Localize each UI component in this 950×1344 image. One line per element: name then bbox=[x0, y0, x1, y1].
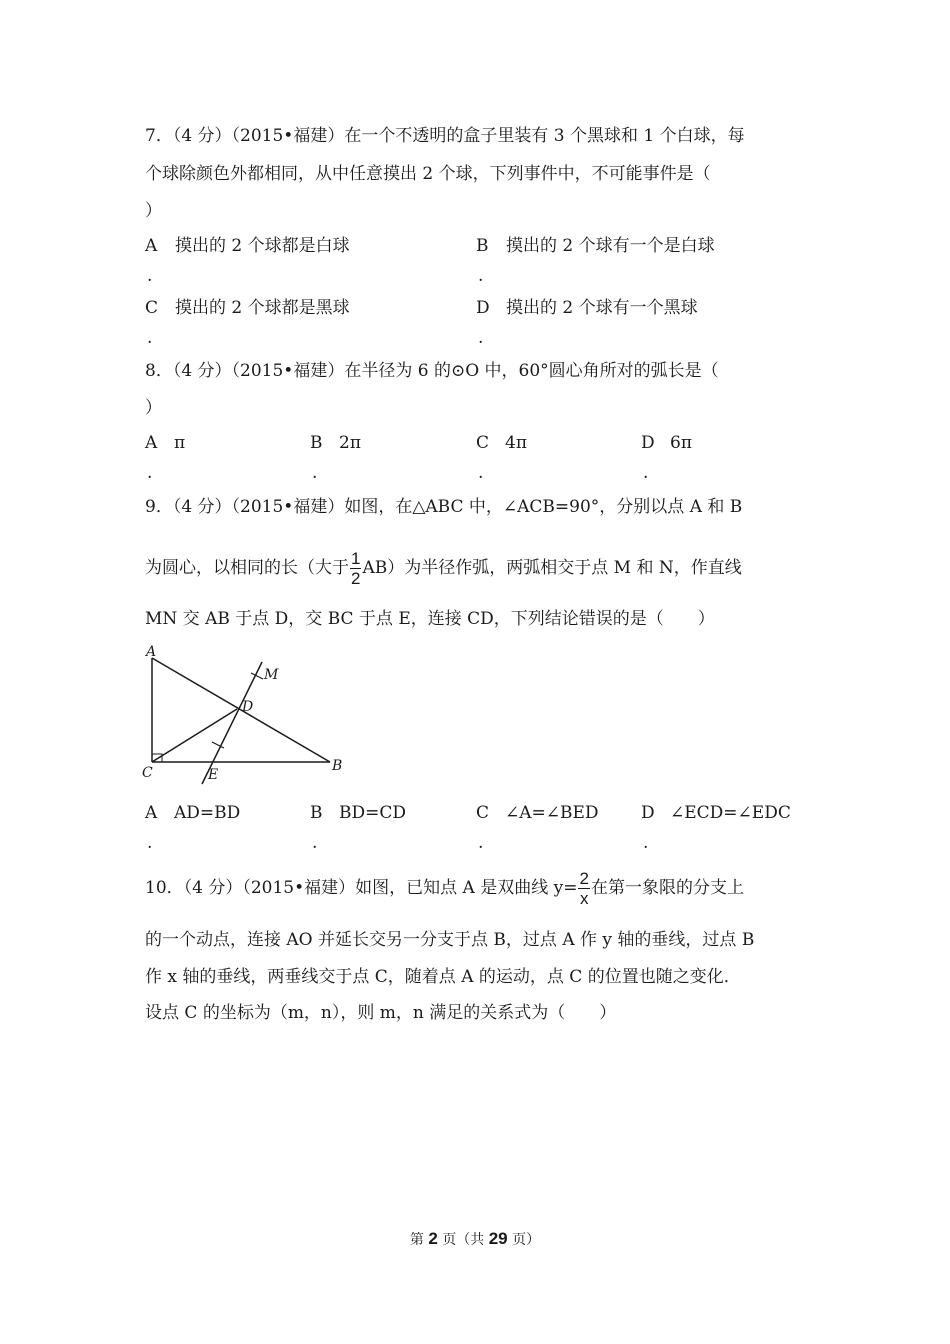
q8-option-d-label: D bbox=[641, 433, 655, 453]
q7-option-b-dot: . bbox=[478, 266, 484, 286]
q7-option-b-text: 摸出的 2 个球有一个是白球 bbox=[506, 236, 715, 256]
q8-option-b-label: B bbox=[310, 433, 323, 453]
q7-option-a-label: A bbox=[145, 236, 158, 256]
q7-option-c-text: 摸出的 2 个球都是黑球 bbox=[175, 298, 350, 318]
q8-line-1: 8．（4 分）（2015•福建）在半径为 6 的⊙O 中，60°圆心角所对的弧长是（ bbox=[145, 361, 719, 381]
q10-fraction bbox=[578, 870, 589, 907]
q10-line-2: 的一个动点，连接 AO 并延长交另一分支于点 B，过点 A 作 y 轴的垂线，过点 B bbox=[145, 930, 755, 950]
q7-option-d-label: D bbox=[476, 298, 490, 318]
q9-fraction-numerator: 1 bbox=[351, 549, 361, 568]
q9-option-b-dot: . bbox=[312, 833, 318, 853]
q10-line-1-post: 在第一象限的分支上 bbox=[590, 878, 744, 898]
q9-option-a-text: AD=BD bbox=[174, 803, 241, 823]
label-b: B bbox=[332, 758, 343, 774]
q9-triangle-figure bbox=[138, 640, 350, 788]
q9-option-c-text: ∠A=∠BED bbox=[505, 803, 599, 823]
q10-fraction-numerator: 2 bbox=[579, 869, 589, 888]
q8-option-b-dot: . bbox=[312, 463, 318, 483]
arc-mark-m bbox=[251, 673, 263, 679]
q8-line-2: ） bbox=[145, 398, 162, 418]
label-e: E bbox=[208, 767, 219, 783]
q10-line-1 bbox=[145, 868, 744, 908]
q9-line-1: 9．（4 分）（2015•福建）如图，在△ABC 中，∠ACB=90°，分别以点 A 和 B bbox=[145, 497, 743, 517]
q7-option-c-dot: . bbox=[147, 328, 153, 348]
q8-option-d-text: 6π bbox=[670, 433, 692, 453]
q8-option-c-label: C bbox=[476, 433, 490, 453]
segment-cd bbox=[152, 709, 237, 762]
footer-post: 页） bbox=[512, 1232, 541, 1248]
q9-option-b-text: BD=CD bbox=[339, 803, 407, 823]
q9-fraction-denominator: 2 bbox=[351, 569, 361, 588]
label-a: A bbox=[146, 644, 157, 660]
q8-option-a-dot: . bbox=[147, 463, 153, 483]
footer-page-number: 2 bbox=[428, 1229, 438, 1248]
footer-total-pages: 29 bbox=[488, 1229, 508, 1248]
q8-option-a-text: π bbox=[174, 433, 186, 453]
q9-option-d-label: D bbox=[641, 803, 655, 823]
q9-line-2 bbox=[145, 548, 742, 588]
q9-option-d-dot: . bbox=[643, 833, 649, 853]
q9-option-a-label: A bbox=[145, 803, 158, 823]
q7-option-b-label: B bbox=[476, 236, 489, 256]
q8-option-a-label: A bbox=[145, 433, 158, 453]
q9-option-b-label: B bbox=[310, 803, 323, 823]
q8-option-c-text: 4π bbox=[505, 433, 527, 453]
label-m: M bbox=[264, 667, 279, 683]
q9-line-2-post: AB）为半径作弧，两弧相交于点 M 和 N，作直线 bbox=[362, 558, 742, 578]
q7-option-c-label: C bbox=[145, 298, 159, 318]
q10-line-3: 作 x 轴的垂线，两垂线交于点 C，随着点 A 的运动，点 C 的位置也随之变化． bbox=[145, 967, 741, 987]
label-c: C bbox=[142, 765, 153, 781]
q9-option-a-dot: . bbox=[147, 833, 153, 853]
q7-option-d-text: 摸出的 2 个球有一个黑球 bbox=[506, 298, 698, 318]
q10-fraction-denominator: x bbox=[579, 889, 589, 908]
line-mn bbox=[202, 662, 262, 784]
q7-option-d-dot: . bbox=[478, 328, 484, 348]
q9-line-2-pre: 为圆心，以相同的长（大于 bbox=[145, 558, 349, 578]
q7-option-a-dot: . bbox=[147, 266, 153, 286]
q7-line-3: ） bbox=[145, 201, 162, 221]
footer-pre: 第 bbox=[409, 1232, 424, 1248]
q7-option-a-text: 摸出的 2 个球都是白球 bbox=[175, 236, 350, 256]
footer-mid: 页（共 bbox=[442, 1232, 485, 1248]
q8-option-d-dot: . bbox=[643, 463, 649, 483]
q8-option-c-dot: . bbox=[478, 463, 484, 483]
q10-line-1-pre: 10．（4 分）（2015•福建）如图，已知点 A 是双曲线 y= bbox=[145, 878, 578, 898]
segment-ab bbox=[152, 658, 330, 762]
q9-line-3: MN 交 AB 于点 D，交 BC 于点 E，连接 CD，下列结论错误的是（ ） bbox=[145, 609, 715, 629]
q10-line-4: 设点 C 的坐标为（m，n），则 m，n 满足的关系式为（ ） bbox=[145, 1003, 617, 1023]
q9-fraction bbox=[350, 550, 361, 587]
q8-option-b-text: 2π bbox=[339, 433, 361, 453]
q9-option-c-label: C bbox=[476, 803, 490, 823]
q9-option-d-text: ∠ECD=∠EDC bbox=[670, 803, 791, 823]
label-d: D bbox=[242, 699, 254, 715]
q7-line-1: 7．（4 分）（2015•福建）在一个不透明的盒子里装有 3 个黑球和 1 个白球，每 bbox=[145, 126, 745, 146]
q9-option-c-dot: . bbox=[478, 833, 484, 853]
page-footer bbox=[0, 1229, 950, 1249]
q7-line-2: 个球除颜色外都相同，从中任意摸出 2 个球，下列事件中，不可能事件是（ bbox=[145, 164, 711, 184]
